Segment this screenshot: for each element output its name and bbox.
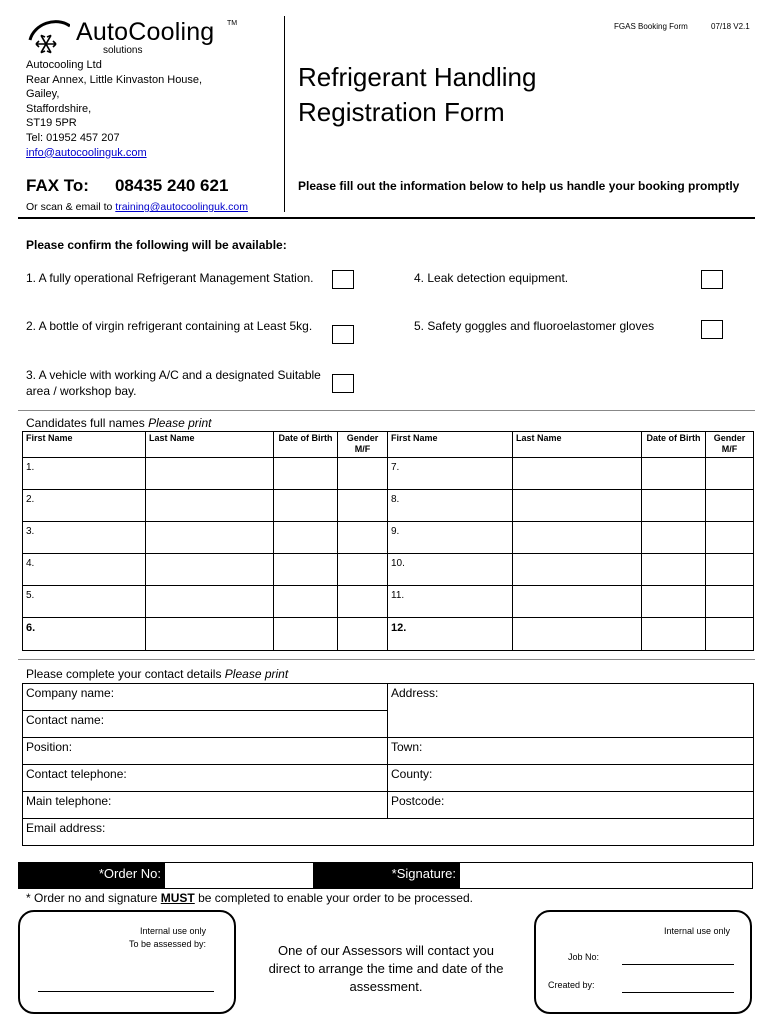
table-row [23, 738, 754, 765]
internal-use-left-box [18, 910, 236, 1014]
col-last-name: Last Name [513, 432, 642, 458]
candidate-cell[interactable] [706, 586, 754, 618]
address-line: Staffordshire, [26, 102, 92, 115]
contact-heading-text: Please complete your contact details [26, 667, 222, 681]
address-line: Gailey, [26, 88, 60, 101]
candidate-cell[interactable] [642, 618, 706, 651]
confirm-item-5: 5. Safety goggles and fluoroelastomer gloves [414, 319, 655, 333]
candidate-cell[interactable]: 3. [23, 522, 146, 554]
candidate-cell[interactable] [338, 618, 388, 651]
candidate-cell[interactable] [642, 458, 706, 490]
fax-number: 08435 240 621 [114, 176, 229, 195]
internal-use-right-box [534, 910, 752, 1014]
col-first-name: First Name [388, 432, 513, 458]
form-code: FGAS Booking Form [614, 22, 688, 31]
confirm-heading: Please confirm the following will be available: [26, 238, 287, 252]
candidate-cell[interactable] [513, 586, 642, 618]
candidate-cell[interactable]: 12. [388, 618, 513, 651]
contact-table [22, 683, 754, 846]
col-first-name: First Name [23, 432, 146, 458]
form-version: 07/18 V2.1 [711, 22, 750, 31]
candidate-cell[interactable] [338, 490, 388, 522]
autocooling-logo [26, 16, 241, 58]
candidate-cell[interactable] [706, 522, 754, 554]
order-note-text: be completed to enable your order to be processed. [198, 891, 473, 905]
col-last-name: Last Name [146, 432, 274, 458]
candidate-cell[interactable] [513, 522, 642, 554]
col-date-of-birth: Date of Birth [642, 432, 706, 458]
contact-telephone-field[interactable]: Contact telephone: [23, 765, 388, 792]
page-title [298, 60, 536, 130]
candidate-cell[interactable] [146, 458, 274, 490]
candidate-cell[interactable] [274, 490, 338, 522]
address-line: Tel: 01952 457 207 [26, 131, 120, 144]
candidate-cell[interactable] [642, 586, 706, 618]
confirm-checkbox-1[interactable] [332, 270, 354, 289]
assessed-by-label: To be assessed by: [128, 939, 206, 949]
confirm-item-1: 1. A fully operational Refrigerant Management Station. [26, 271, 314, 285]
job-no-line[interactable] [622, 964, 734, 965]
table-row [23, 684, 754, 711]
candidate-cell[interactable] [642, 554, 706, 586]
candidate-cell[interactable]: 4. [23, 554, 146, 586]
candidates-heading [26, 416, 211, 430]
header-rule [18, 217, 755, 219]
assessed-by-line[interactable] [38, 991, 214, 992]
candidate-cell[interactable] [513, 490, 642, 522]
signature-label: *Signature: [313, 863, 460, 888]
candidate-cell[interactable] [146, 586, 274, 618]
position-field[interactable]: Position: [23, 738, 388, 765]
confirm-checkbox-5[interactable] [701, 320, 723, 339]
candidates-heading-note: Please print [148, 416, 212, 430]
snowflake-logo-icon [26, 18, 70, 58]
company-address [26, 58, 202, 160]
candidate-cell[interactable] [274, 554, 338, 586]
address-line: Autocooling Ltd [26, 59, 102, 71]
table-row [23, 792, 754, 819]
candidate-cell[interactable]: 11. [388, 586, 513, 618]
confirm-item-3: 3. A vehicle with working A/C and a designated Suitable area / workshop bay. [26, 368, 321, 398]
candidate-cell[interactable]: 2. [23, 490, 146, 522]
order-no-input[interactable] [165, 863, 313, 888]
candidates-table [22, 431, 754, 651]
candidate-cell[interactable] [642, 522, 706, 554]
candidate-cell[interactable] [274, 458, 338, 490]
confirm-item-4: 4. Leak detection equipment. [414, 271, 569, 285]
col-gender: Gender M/F [706, 432, 754, 458]
candidate-cell[interactable] [338, 458, 388, 490]
candidate-cell[interactable] [338, 586, 388, 618]
created-by-label: Created by: [548, 980, 595, 990]
confirm-checkbox-3[interactable] [332, 374, 354, 393]
candidate-cell[interactable] [146, 554, 274, 586]
header-divider [284, 16, 285, 212]
candidate-cell[interactable] [706, 554, 754, 586]
scan-email-line [26, 201, 248, 213]
address-line: ST19 5PR [26, 117, 77, 130]
table-row [23, 458, 754, 490]
postcode-field[interactable]: Postcode: [388, 792, 754, 819]
logo-wordmark: AutoCooling [76, 18, 215, 46]
created-by-line[interactable] [622, 992, 734, 993]
candidate-cell[interactable]: 8. [388, 490, 513, 522]
internal-use-label: Internal use only [139, 926, 206, 936]
title-line: Registration Form [298, 97, 505, 127]
title-line: Refrigerant Handling [298, 62, 537, 92]
confirm-item-2: 2. A bottle of virgin refrigerant containing at Least 5kg. [26, 319, 313, 333]
scan-text: Or scan & email to [26, 201, 113, 213]
candidate-cell[interactable] [513, 554, 642, 586]
company-name-field[interactable]: Company name: [23, 684, 388, 711]
town-field[interactable]: Town: [388, 738, 754, 765]
order-note-must: MUST [160, 891, 195, 905]
candidate-cell[interactable] [642, 490, 706, 522]
address-field[interactable]: Address: [388, 684, 754, 738]
table-row [23, 490, 754, 522]
confirm-checkbox-2[interactable] [332, 325, 354, 344]
candidate-cell[interactable] [338, 554, 388, 586]
table-row [23, 554, 754, 586]
candidate-cell[interactable]: 10. [388, 554, 513, 586]
candidate-cell[interactable] [274, 586, 338, 618]
address-line: Rear Annex, Little Kinvaston House, [26, 73, 203, 86]
fax-line [26, 176, 228, 196]
candidate-cell[interactable] [513, 618, 642, 651]
order-note-text: * Order no and signature [26, 891, 158, 905]
table-row [23, 618, 754, 651]
table-row [23, 522, 754, 554]
order-no-label: *Order No: [19, 863, 165, 888]
contact-name-field[interactable]: Contact name: [23, 711, 388, 738]
candidate-cell[interactable] [146, 618, 274, 651]
table-header-row [23, 432, 754, 458]
main-telephone-field[interactable]: Main telephone: [23, 792, 388, 819]
contact-heading-note: Please print [224, 667, 289, 681]
candidate-cell[interactable]: 5. [23, 586, 146, 618]
candidate-cell[interactable]: 9. [388, 522, 513, 554]
trademark-mark: TM [227, 20, 238, 27]
col-date-of-birth: Date of Birth [274, 432, 338, 458]
order-strip [18, 862, 753, 889]
fax-label: FAX To: [26, 176, 89, 195]
job-no-label: Job No: [568, 952, 600, 962]
county-field[interactable]: County: [388, 765, 754, 792]
section-divider [18, 410, 755, 411]
confirm-checkbox-4[interactable] [701, 270, 723, 289]
candidates-heading-text: Candidates full names [26, 416, 145, 430]
assessor-note: One of our Assessors will contact you direct to arrange the time and date of the assessment. [268, 943, 504, 994]
table-row [23, 586, 754, 618]
candidate-cell[interactable] [513, 458, 642, 490]
order-note [26, 891, 473, 905]
candidate-cell[interactable] [274, 522, 338, 554]
candidate-cell[interactable]: 7. [388, 458, 513, 490]
candidate-cell[interactable] [146, 490, 274, 522]
candidate-cell[interactable]: 6. [23, 618, 146, 651]
candidate-cell[interactable] [706, 458, 754, 490]
intro-text: Please fill out the information below to help us handle your booking promptly [298, 179, 740, 193]
table-row [23, 765, 754, 792]
logo-subtitle: solutions [103, 45, 143, 56]
candidate-cell[interactable]: 1. [23, 458, 146, 490]
signature-input[interactable] [460, 863, 752, 888]
candidate-cell[interactable] [274, 618, 338, 651]
table-row [23, 819, 754, 846]
candidate-cell[interactable] [338, 522, 388, 554]
info-email-link[interactable]: info@autocoolinguk.com [26, 146, 147, 159]
contact-heading [26, 667, 288, 681]
candidate-cell[interactable] [706, 618, 754, 651]
candidate-cell[interactable] [706, 490, 754, 522]
candidate-cell[interactable] [146, 522, 274, 554]
training-email-link[interactable]: training@autocoolinguk.com [115, 201, 248, 213]
col-gender: Gender M/F [338, 432, 388, 458]
email-address-field[interactable]: Email address: [23, 819, 754, 846]
internal-use-label: Internal use only [663, 926, 730, 936]
section-divider [18, 659, 755, 660]
